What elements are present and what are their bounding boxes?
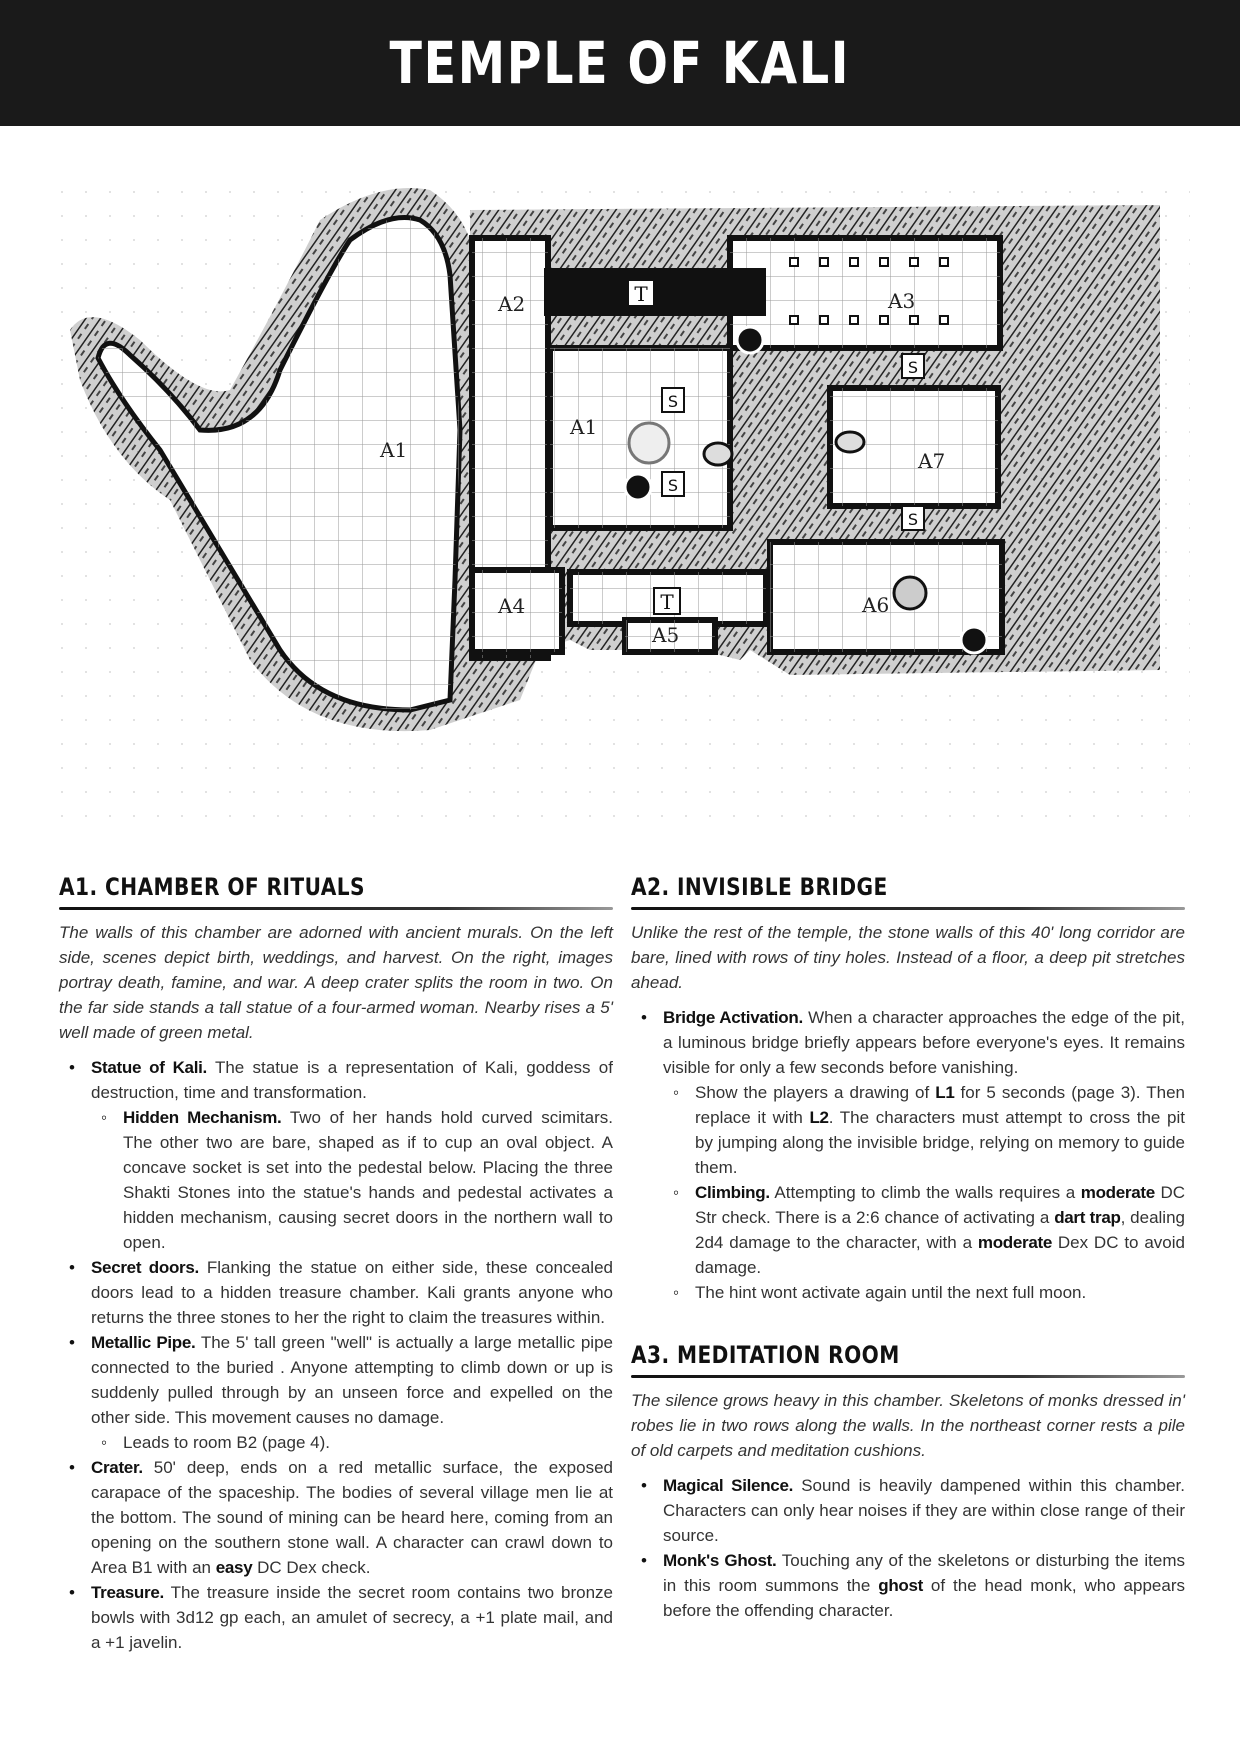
intro-a3: The silence grows heavy in this chamber. Skeletons of monks dressed in' robes lie in two rows along the walls. In the northeast corner rests a pile of old carpets and meditation cushions. (631, 1391, 1185, 1460)
list-item-hint: ◦ The hint wont activate again until the next full moon. (663, 1280, 1185, 1305)
list-a3 (631, 1473, 1185, 1623)
svg-text:S: S (667, 476, 679, 495)
dungeon-map (50, 180, 1190, 820)
trap-marker-a2 (628, 280, 654, 306)
heading-a3: A3. MEDITATION ROOM (631, 1341, 900, 1369)
heading-rule (631, 1375, 1185, 1378)
list-item-statue: • Statue of Kali. The statue is a representation of Kali, goddess of destruction, time and transformation. ◦ Hidden Mechanism. Two of her hands hold curved scimitars. The other two are bare, shaped as if to cup an oval object. A concave socket is set into the pedestal below. Placing the three Shakti Stones into the statue's hands and pedestal activates a hidden mechanism, causing secret doors in the northern wall to open. (59, 1055, 613, 1255)
heading-a1: A1. CHAMBER OF RITUALS (59, 873, 365, 901)
label-a1-cave: A1 (380, 438, 408, 462)
column-right (631, 873, 1185, 1623)
list-item-treasure: • Treasure. The treasure inside the secret room contains two bronze bowls with 3d12 gp each, an amulet of secrecy, a +1 plate mail, and a +1 javelin. (59, 1580, 613, 1655)
secret-door-marker-2 (662, 472, 684, 496)
secret-door-marker-4 (902, 506, 924, 530)
svg-text:S: S (907, 358, 919, 377)
svg-text:S: S (907, 510, 919, 529)
secret-door-marker-3 (902, 354, 924, 378)
list-item-metallic-pipe: • Metallic Pipe. The 5' tall green "well" is actually a large metallic pipe connected to the buried . Anyone attempting to climb down or up is suddenly pulled through by an unseen force and expelled on the other side. This movement causes no damage. ◦ Leads to room B2 (page 4). (59, 1330, 613, 1455)
label-a7: A7 (918, 449, 946, 473)
heading-rule (631, 907, 1185, 910)
list-item-secret-doors: • Secret doors. Flanking the statue on either side, these concealed doors lead to a hidden treasure chamber. Kali grants anyone who returns the three stones to her the right to claim the treasures within. (59, 1255, 613, 1330)
list-item-mechanism: ◦ Hidden Mechanism. Two of her hands hold curved scimitars. The other two are bare, shaped as if to cup an oval object. A concave socket is set into the pedestal below. Placing the three Shakti Stones into the statue's hands and pedestal activates a hidden mechanism, causing secret doors in the northern wall to open. (91, 1105, 613, 1255)
page-title: TEMPLE OF KALI (389, 29, 851, 97)
label-a1-room: A1 (570, 415, 598, 439)
list-item-ghost: • Monk's Ghost. Touching any of the skeletons or disturbing the items in this room summons the ghost of the head monk, who appears before the offending character. (631, 1548, 1185, 1623)
list-item-show-drawing: ◦ Show the players a drawing of L1 for 5 seconds (page 3). Then replace it with L2. The characters must attempt to cross the pit by jumping along the invisible bridge, relying on memory to guide them. (663, 1080, 1185, 1180)
svg-text:T: T (660, 590, 674, 614)
secret-door-marker-1 (662, 388, 684, 412)
pipe-icon-a3 (737, 327, 763, 353)
list-item-climbing: ◦ Climbing. Attempting to climb the walls requires a moderate DC Str check. There is a 2:6 chance of activating a dart trap, dealing 2d4 damage to the character, with a moderate Dex DC to avoid damage. (663, 1180, 1185, 1280)
title-bar (0, 0, 1240, 126)
well (629, 423, 669, 463)
list-item-crater: • Crater. 50' deep, ends on a red metallic surface, the exposed carapace of the spaceship. The bodies of several village men lie at the bottom. The sound of mining can be heard here, coming from an opening on the southern stone wall. A character can crawl down to Area B1 with an easy DC Dex check. (59, 1455, 613, 1580)
list-item-pipe-link: ◦ Leads to room B2 (page 4). (91, 1430, 613, 1455)
heading-rule (59, 907, 613, 910)
label-a5: A5 (652, 623, 680, 647)
intro-a1: The walls of this chamber are adorned with ancient murals. On the left side, scenes depict birth, weddings, and harvest. On the right, images portray death, famine, and war. A deep crater splits the room in two. On the far side stands a tall statue of a four-armed woman. Nearby rises a 5' well made of green metal. (59, 923, 613, 1042)
label-a6: A6 (862, 593, 890, 617)
list-a1 (59, 1055, 613, 1655)
svg-text:T: T (634, 282, 648, 306)
intro-a2: Unlike the rest of the temple, the stone walls of this 40' long corridor are bare, lined with rows of tiny holes. Instead of a floor, a deep pit stretches ahead. (631, 923, 1185, 992)
label-a3: A3 (888, 289, 916, 313)
heading-a2: A2. INVISIBLE BRIDGE (631, 873, 888, 901)
pipe-icon-a6 (961, 627, 987, 653)
pipe-icon (625, 474, 651, 500)
rubble-pile-icon (894, 577, 926, 609)
trap-marker-a5 (654, 588, 680, 614)
list-item-bridge: • Bridge Activation. When a character approaches the edge of the pit, a luminous bridge briefly appears before everyone's eyes. It remains visible for only a few seconds before vanishing. ◦ Show the players a drawing of L1 for 5 seconds (page 3). Then replace it with L2. The characters must attempt to cross the pit by jumping along the invisible bridge, relying on memory to guide them. ◦ Climbing. Attempting to climb the walls requires a moderate DC Str check. There is a 2:6 chance of activating a dart trap, dealing 2d4 damage to the character, with a moderate Dex DC to avoid damage. ◦ The hint wont activate again until the next full moon. (631, 1005, 1185, 1305)
list-a2 (631, 1005, 1185, 1305)
label-a2: A2 (498, 292, 526, 316)
cushions-icon (836, 432, 864, 452)
list-item-silence: • Magical Silence. Sound is heavily dampened within this chamber. Characters can only hear noises if they are within close range of their source. (631, 1473, 1185, 1548)
column-left (59, 873, 613, 1655)
statue-icon (704, 443, 732, 465)
svg-text:S: S (667, 392, 679, 411)
label-a4: A4 (498, 594, 526, 618)
